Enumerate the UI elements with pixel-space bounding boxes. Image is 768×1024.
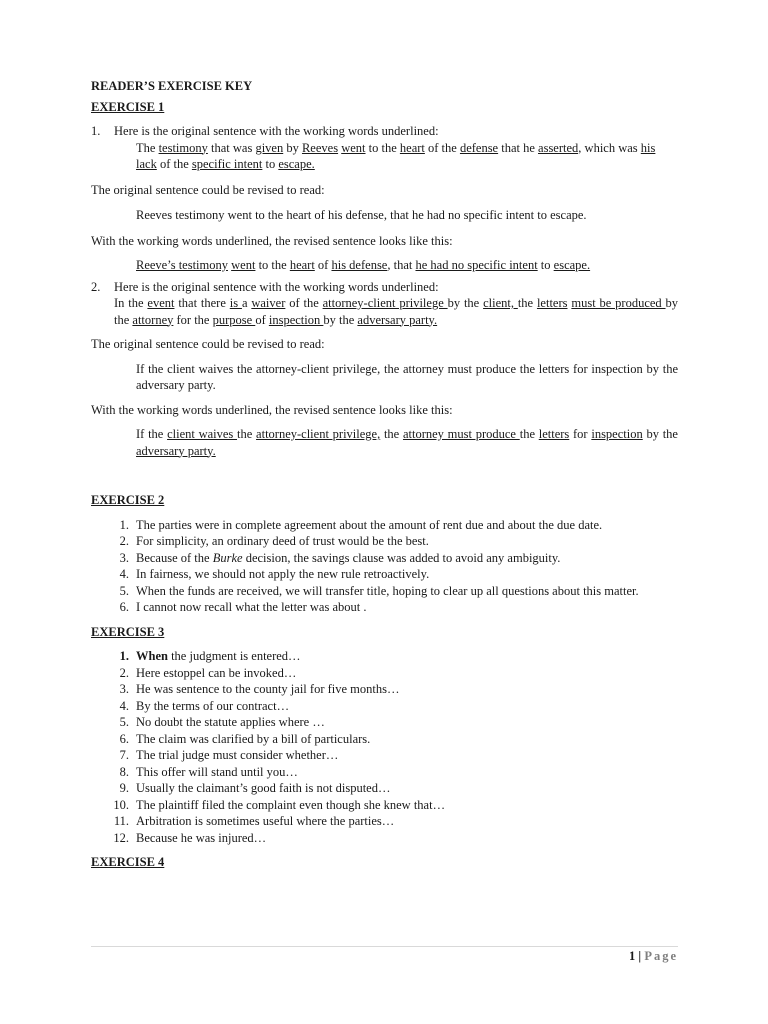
working-word: heart — [399, 140, 425, 155]
case-name: Burke — [212, 550, 243, 565]
working-word: went — [231, 258, 256, 272]
list-item: 1. When the judgment is entered… — [119, 649, 301, 663]
sentence-text: the — [237, 427, 257, 441]
sentence-text: to the — [255, 258, 290, 272]
exercise-2-list — [91, 517, 678, 616]
working-word: is — [229, 296, 242, 310]
list-item: 4. In fairness, we should not apply the new rule retroactively. — [119, 567, 430, 581]
list-item: 8. This offer will stand until you… — [119, 764, 298, 779]
working-word: adversary party. — [136, 443, 216, 458]
list-item: 5. No doubt the statute applies where … — [119, 715, 325, 729]
working-word: specific intent — [191, 157, 263, 171]
sentence-text: a — [241, 296, 252, 310]
list-item: 3. Because of the Burke decision, the savings clause was added to avoid any ambiguity. — [119, 550, 561, 565]
list-item: 3. He was sentence to the county jail for five months… — [119, 682, 400, 696]
working-word: client, — [483, 296, 518, 310]
working-word: attorney — [132, 312, 174, 327]
working-word: attorney-client privilege, — [256, 427, 381, 441]
sentence-text: If the — [136, 427, 168, 441]
working-word: inspection — [591, 427, 643, 441]
exercise-3-list — [91, 648, 678, 846]
working-word: his lack — [136, 140, 656, 171]
sentence-text: to — [537, 258, 554, 272]
working-word: went — [341, 140, 366, 155]
working-word: waiver — [251, 296, 286, 310]
sentence-text: that was — [207, 140, 256, 155]
sentence-text: the — [519, 427, 539, 441]
list-item: 11. Arbitration is sometimes useful where the parties… — [113, 814, 395, 828]
list-item: 1. The parties were in complete agreement about the amount of rent due and about the due date. — [119, 517, 603, 532]
page-number: 1 — [629, 949, 636, 963]
working-word: Reeve’s testimony — [136, 258, 228, 272]
sentence-text: of — [314, 258, 332, 272]
original-sentence-2 — [91, 295, 678, 328]
sentence-text: the — [380, 427, 403, 441]
item-intro: Here is the original sentence with the working words underlined: — [114, 279, 439, 294]
original-sentence-1 — [91, 140, 678, 173]
page-footer — [91, 948, 678, 965]
sentence-text: that there — [174, 296, 230, 310]
list-number: 2. — [91, 279, 101, 294]
exercise-1-item-2 — [91, 279, 678, 296]
exercise-1-item-1 — [91, 123, 678, 140]
sentence-text: which was — [581, 140, 641, 155]
sentence-text: The — [136, 140, 159, 155]
list-number: 1. — [91, 124, 101, 138]
item-intro: Here is the original sentence with the working words underlined: — [114, 124, 439, 138]
sentence-text: of — [255, 312, 269, 327]
page-word: Page — [644, 949, 678, 963]
working-word: testimony — [158, 140, 208, 155]
list-item: 4. By the terms of our contract… — [119, 698, 290, 713]
working-word: letters — [536, 296, 568, 310]
revised-sentence-1: Reeves testimony went to the heart of his defense, that he had no specific intent to escape. — [136, 208, 587, 222]
sentence-text: for the — [173, 312, 213, 327]
list-item: 6. The claim was clarified by a bill of particulars. — [119, 731, 371, 746]
revised-underlined-sentence-2 — [91, 426, 678, 459]
working-word: letters — [538, 427, 570, 441]
sentence-text: of the — [285, 296, 323, 310]
list-item: 2. For simplicity, an ordinary deed of trust would be the best. — [119, 534, 429, 548]
list-item: 10. The plaintiff filed the complaint even though she knew that… — [113, 797, 446, 812]
sentence-text: for — [569, 427, 592, 441]
sentence-text: In the — [114, 296, 148, 310]
sentence-text: by the — [447, 296, 484, 310]
sentence-text: that he — [498, 140, 539, 155]
working-word: client waives — [167, 427, 238, 441]
working-word: given — [255, 140, 284, 155]
exercise-2-title: EXERCISE 2 — [91, 493, 165, 507]
underlined-label-2: With the working words underlined, the revised sentence looks like this: — [91, 402, 453, 417]
exercise-4-title: EXERCISE 4 — [91, 855, 165, 869]
working-word: purpose — [212, 312, 256, 327]
revised-sentence-2: If the client waives the attorney-client privilege, the attorney must produce the letters for inspection by the adversary party. — [136, 361, 678, 392]
exercise-1-title: EXERCISE 1 — [91, 99, 165, 114]
working-word: event — [147, 296, 175, 310]
sentence-text: the — [517, 296, 537, 310]
underlined-label-1: With the working words underlined, the revised sentence looks like this: — [91, 233, 453, 248]
sentence-text: by the — [323, 312, 358, 327]
sentence-text: by the — [642, 427, 678, 441]
working-word: escape. — [553, 258, 591, 272]
list-item: 5. When the funds are received, we will transfer title, hoping to clear up all questions about this matter. — [119, 583, 639, 598]
footer-separator: | — [635, 949, 645, 963]
footer-divider — [91, 946, 678, 947]
revise-label-2: The original sentence could be revised to read: — [91, 337, 325, 351]
list-item: 7. The trial judge must consider whether… — [119, 748, 339, 762]
working-word: attorney must produce — [402, 427, 520, 441]
working-word: Reeves — [301, 140, 339, 155]
exercise-3-title: EXERCISE 3 — [91, 624, 165, 639]
sentence-text: of the — [156, 157, 192, 171]
working-word: inspection — [268, 312, 324, 327]
revise-label-1: The original sentence could be revised to read: — [91, 182, 325, 197]
working-word: asserted, — [538, 140, 582, 155]
list-item: 12. Because he was injured… — [113, 830, 267, 845]
list-item: 2. Here estoppel can be invoked… — [119, 665, 297, 680]
working-word: must be produced — [571, 296, 666, 310]
list-item: 6. I cannot now recall what the letter was about . — [119, 600, 367, 614]
working-word: his defense — [331, 258, 388, 272]
working-word: adversary party. — [357, 312, 438, 327]
sentence-text: of the — [424, 140, 460, 155]
document-heading: READER’S EXERCISE KEY — [91, 79, 253, 93]
working-word: escape. — [278, 157, 315, 171]
list-item: 9. Usually the claimant’s good faith is not disputed… — [119, 781, 391, 795]
working-word: defense — [459, 140, 499, 155]
document-body — [91, 78, 678, 871]
sentence-text: to — [262, 157, 279, 171]
working-word: he had no specific intent — [415, 258, 538, 272]
working-word: heart — [289, 258, 315, 272]
sentence-text: to the — [365, 140, 400, 155]
sentence-text: by the — [114, 296, 679, 327]
sentence-text: , that — [387, 258, 416, 272]
revised-underlined-sentence-1 — [91, 257, 678, 274]
sentence-text: by — [283, 140, 302, 155]
working-word: attorney-client privilege — [322, 296, 448, 310]
